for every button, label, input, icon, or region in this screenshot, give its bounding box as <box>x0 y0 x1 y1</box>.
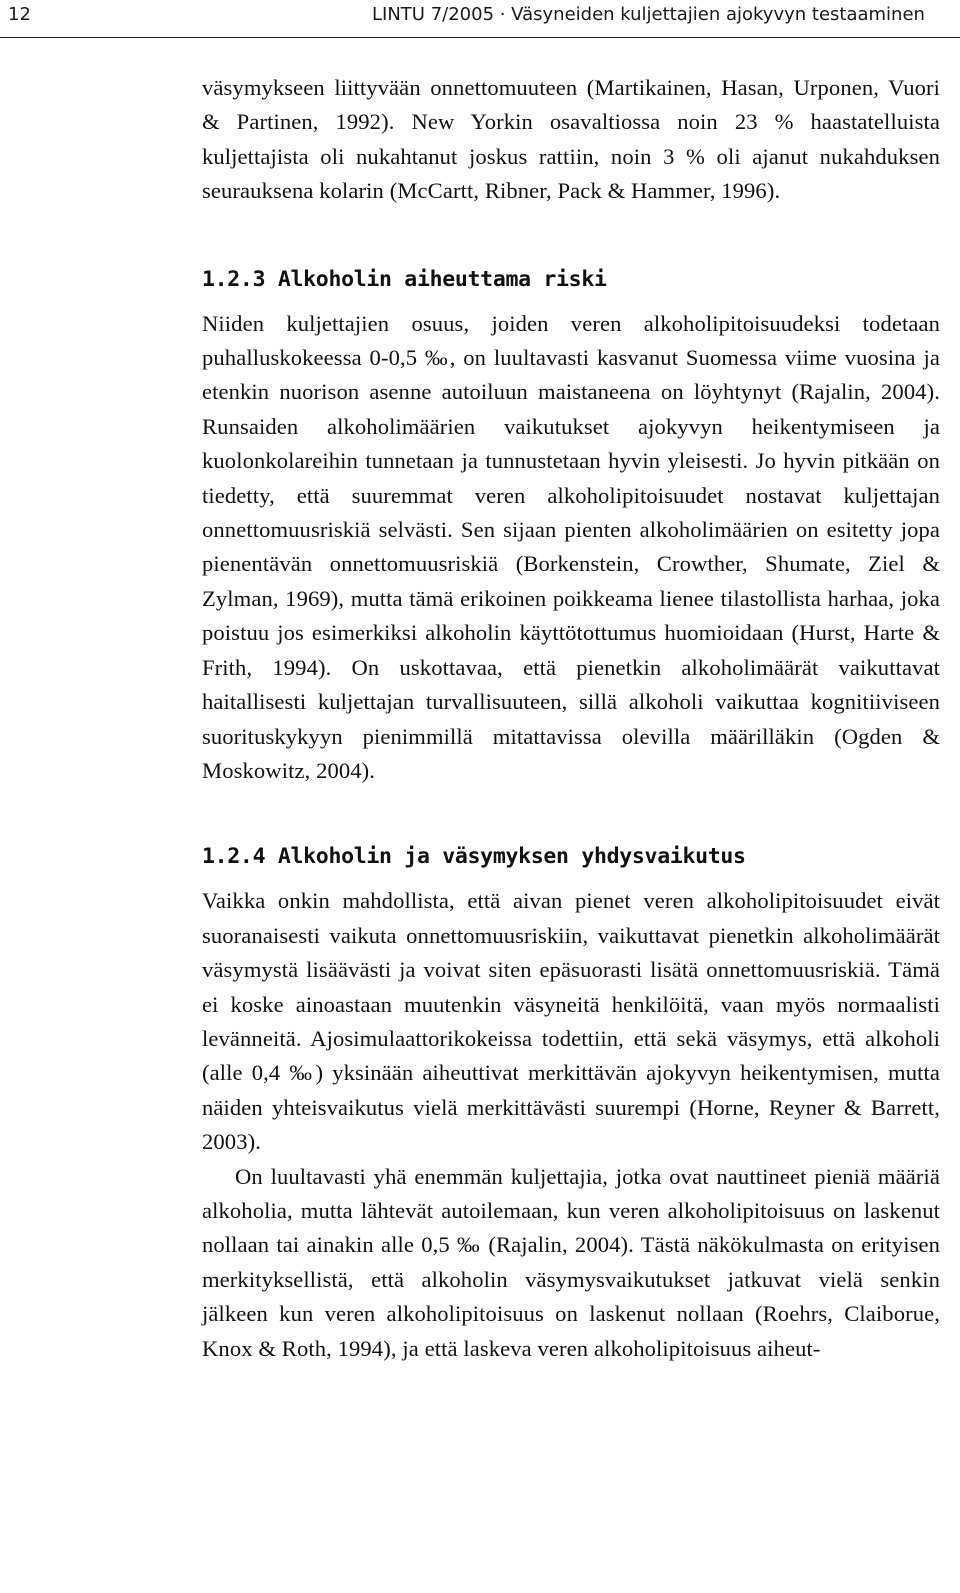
page-body <box>202 71 940 1366</box>
section-heading-alcohol-fatigue-interaction: 1.2.4 Alkoholin ja väsymyksen yhdysvaikutus <box>202 844 746 870</box>
intro-paragraph: väsymykseen liittyvään onnettomuuteen (Martikainen, Hasan, Urponen, Vuori & Partinen, 1992). New Yorkin osavaltiossa noin 23 % haastatelluista kuljettajista oli nukahtanut joskus rattiin, noin 3 % oli ajanut nukahduksen seurauksena kolarin (McCartt, Ribner, Pack & Hammer, 1996). <box>202 75 940 204</box>
interaction-paragraph-1: Vaikka onkin mahdollista, että aivan pienet veren alkoholipitoisuudet eivät suoranaisesti vaikuta onnettomuusriskiin, vaikuttavat pienetkin alkoholimäärät väsymystä lisäävästi ja voivat siten epäsuorasti lisätä onnettomuusriskiä. Tämä ei koske ainoastaan muutenkin väsyneitä henkilöitä, vaan myös normaalisti levänneitä. Ajosimulaattorikokeissa todettiin, että sekä väsymys, että alkoholi (alle 0,4 ‰) yksinään aiheuttivat merkittävän ajokyvyn heikentymisen, mutta näiden yhteisvaikutus vielä merkittävästi suurempi (Horne, Reyner & Barrett, 2003). <box>202 888 940 1155</box>
running-title: LINTU 7/2005 · Väsyneiden kuljettajien ajokyvyn testaaminen <box>372 4 925 25</box>
interaction-paragraph-2: On luultavasti yhä enemmän kuljettajia, jotka ovat nauttineet pieniä määriä alkoholia, mutta lähtevät autoilemaan, kun veren alkoholipitoisuus on laskenut nollaan tai ainakin alle 0,5 ‰ (Rajalin, 2004). Tästä näkökulmasta on erityisen merkityksellistä, että alkoholin väsymysvaikutukset jatkuvat vielä senkin jälkeen kun veren alkoholipitoisuus on laskenut nollaan (Roehrs, Claiborue, Knox & Roth, 1994), ja että laskeva veren alkoholipitoisuus aiheut- <box>202 1163 940 1361</box>
page-header <box>0 0 960 38</box>
section-heading-alcohol-risk: 1.2.3 Alkoholin aiheuttama riski <box>202 266 607 292</box>
page-number: 12 <box>8 4 31 25</box>
alcohol-risk-paragraph: Niiden kuljettajien osuus, joiden veren alkoholipitoisuudeksi todetaan puhalluskokeessa 0-0,5 ‰, on luultavasti kasvanut Suomessa viime vuosina ja etenkin nuorison asenne autoiluun maistaneena on löyhtynyt (Rajalin, 2004). Runsaiden alkoholimäärien vaikutukset ajokyvyn heikentymiseen ja kuolonkolareihin tunnetaan ja tunnustetaan hyvin yleisesti. Jo hyvin pitkään on tiedetty, että suuremmat veren alkoholipitoisuudet nostavat kuljettajan onnettomuusriskiä selvästi. Sen sijaan pienten alkoholimäärien on esitetty jopa pienentävän onnettomuusriskiä (Borkenstein, Crowther, Shumate, Ziel & Zylman, 1969), mutta tämä erikoinen poikkeama lienee tilastollista harhaa, joka poistuu jos esimerkiksi alkoholin käyttötottumus huomioidaan (Hurst, Harte & Frith, 1994). On uskottavaa, että pienetkin alkoholimäärät vaikuttavat haitallisesti kuljettajan turvallisuuteen, sillä alkoholi vaikuttaa kognitiiviseen suorituskykyyn pienimmillä mitattavissa olevilla määrilläkin (Ogden & Moskowitz, 2004). <box>202 310 940 783</box>
